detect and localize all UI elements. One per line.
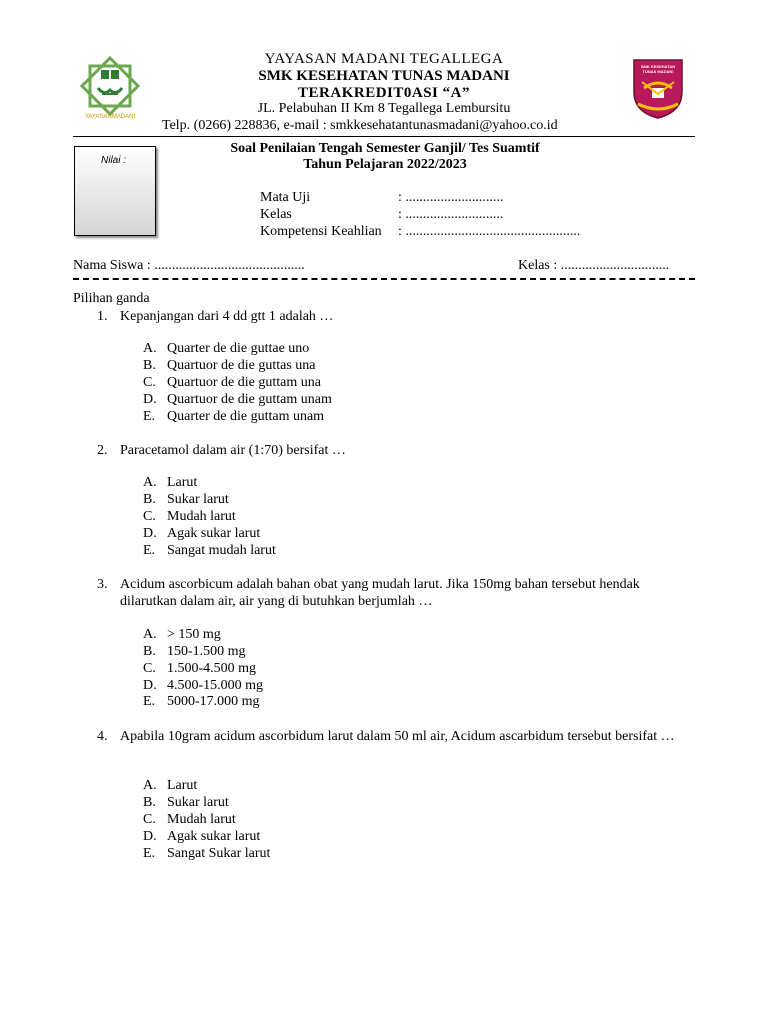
exam-year: Tahun Pelajaran 2022/2023: [303, 157, 467, 172]
score-box-label: Nilai :: [101, 155, 127, 166]
kompetensi-field[interactable]: : ..................................................: [398, 224, 581, 239]
exam-title: Soal Penilaian Tengah Semester Ganjil/ Tes Suamtif: [230, 141, 540, 156]
question-text: Paracetamol dalam air (1:70) bersifat …: [120, 443, 346, 458]
question-text: Apabila 10gram acidum ascorbidum larut dalam 50 ml air, Acidum ascarbidum tersebut bersifat …: [120, 729, 675, 744]
school-name: SMK KESEHATAN TUNAS MADANI: [258, 68, 510, 84]
mata-uji-label: Mata Uji: [260, 190, 311, 205]
nama-siswa-field[interactable]: Nama Siswa : ...........................................: [73, 258, 305, 273]
accreditation: TERAKREDIT0ASI “A”: [298, 85, 470, 101]
question-text: Acidum ascorbicum adalah bahan obat yang mudah larut. Jika 150mg bahan tersebut hendak dilarutkan dalam air, air yang di butuhkan berjumlah …: [120, 577, 640, 609]
contact-line: Telp. (0266) 228836, e-mail : smkkesehatantunasmadani@yahoo.co.id: [162, 118, 558, 133]
question-number: 3.: [97, 577, 108, 592]
foundation-name: YAYASAN MADANI TEGALLEGA: [264, 51, 504, 67]
score-box: [74, 146, 156, 236]
address: JL. Pelabuhan II Km 8 Tegallega Lembursitu: [257, 101, 511, 116]
question-text: Kepanjangan dari 4 dd gtt 1 adalah …: [120, 309, 334, 324]
header-divider: [73, 136, 695, 137]
kompetensi-label: Kompetensi Keahlian: [260, 224, 382, 239]
logo-caption: YAYASANMADANI: [84, 114, 136, 120]
kelas-right-field[interactable]: Kelas : ...............................: [518, 258, 670, 273]
dashed-divider: [73, 278, 695, 280]
question-number: 2.: [97, 443, 108, 458]
question-number: 1.: [97, 309, 108, 324]
kelas-field[interactable]: : ............................: [398, 207, 504, 222]
section-title: Pilihan ganda: [73, 291, 150, 306]
mata-uji-field[interactable]: : ............................: [398, 190, 504, 205]
question-number: 4.: [97, 729, 108, 744]
crest-text: SMK KESEHATAN TUNAS MADANI: [640, 64, 676, 74]
kelas-label: Kelas: [260, 207, 292, 222]
